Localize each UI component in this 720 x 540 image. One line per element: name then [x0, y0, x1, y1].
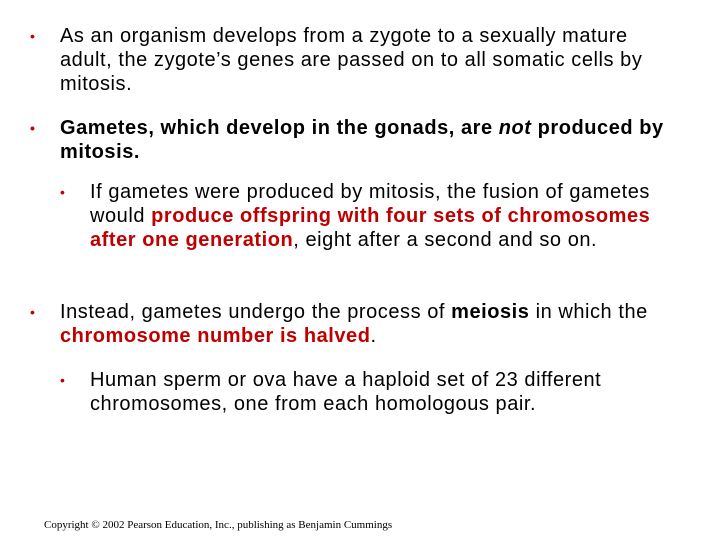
copyright-footer: Copyright © 2002 Pearson Education, Inc., publishing as Benjamin Cummings: [44, 519, 393, 531]
bullet-meiosis: [30, 300, 680, 348]
bullet-dot: •: [60, 372, 66, 388]
bullet-text-part: If gametes were produced by mitosis, the fusion of gametes would: [90, 181, 650, 227]
term-meiosis: meiosis: [451, 301, 530, 323]
bullet-text-part: in which the: [529, 301, 648, 323]
bullet-text-part: Gametes, which develop in the gonads, are: [60, 117, 499, 139]
highlight-four-sets: produce offspring with four sets of chromosomes after one generation: [90, 205, 651, 251]
bullet-text-part: Instead, gametes undergo the process of: [60, 301, 452, 323]
bullet-text-part: , eight after a second and so on.: [293, 229, 598, 251]
bullet-gametes-not-mitosis: [30, 116, 680, 164]
bullet-text: [90, 180, 700, 252]
bullet-text: Human sperm or ova have a haploid set of 23 different chromosomes, one from each homologous pair.: [90, 369, 602, 415]
highlight-chromosome-halved: chromosome number is halved: [60, 325, 371, 347]
bullet-organism-development: [30, 24, 680, 96]
bullet-text: As an organism develops from a zygote to a sexually mature adult, the zygote’s genes are passed on to all somatic cells by mitosis.: [60, 25, 643, 95]
bullet-dot: •: [30, 120, 36, 136]
emphasis-not: not: [498, 117, 532, 139]
bullet-text: [60, 116, 680, 164]
subbullet-haploid-set: [60, 368, 700, 416]
bullet-dot: •: [30, 304, 36, 320]
bullet-dot: •: [30, 28, 36, 44]
bullet-text: [60, 300, 680, 348]
bullet-text-part: .: [370, 325, 377, 347]
subbullet-four-sets: [60, 180, 700, 252]
bullet-text-part: produced by mitosis.: [60, 117, 664, 163]
bullet-dot: •: [60, 184, 66, 200]
